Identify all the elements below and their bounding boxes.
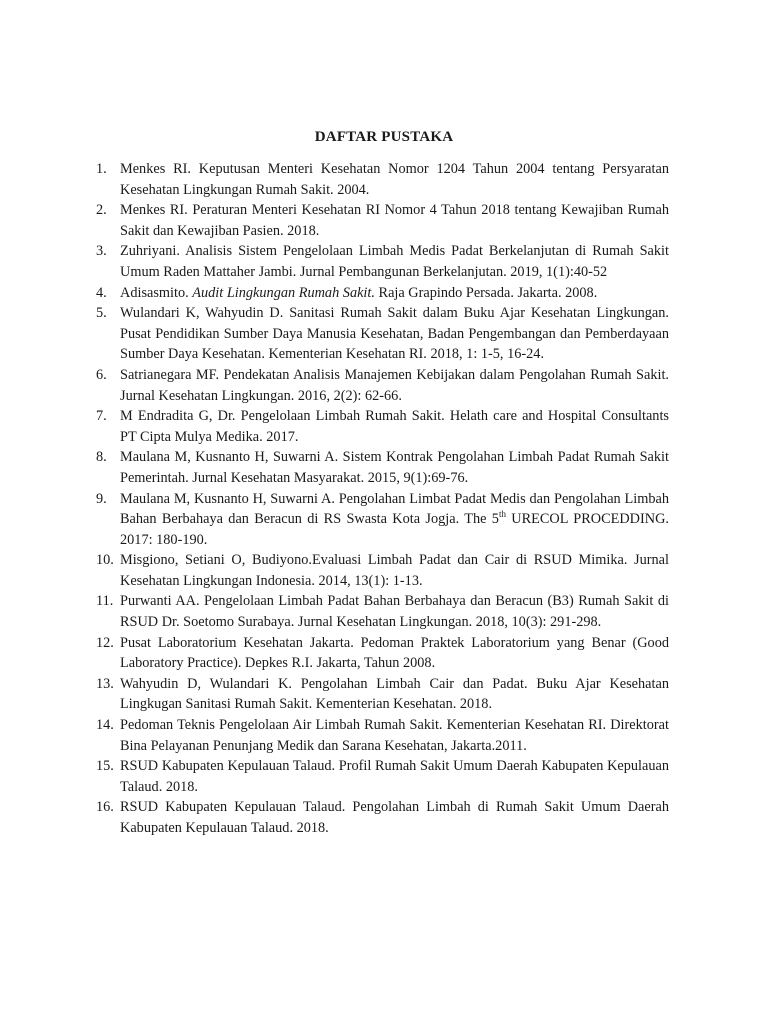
reference-text: Purwanti AA. Pengelolaan Limbah Padat Bahan Berbahaya dan Beracun (B3) Rumah Sakit di RSUD Dr. Soetomo Surabaya. Jurnal Kesehatan Lingkungan. 2018, 10(3): 291-298.	[120, 593, 669, 631]
reference-item	[96, 447, 669, 488]
reference-list	[96, 159, 669, 839]
reference-item	[96, 674, 669, 715]
reference-item	[96, 715, 669, 756]
reference-text: Maulana M, Kusnanto H, Suwarni A. Sistem Kontrak Pengolahan Limbah Padat Rumah Sakit Pemerintah. Jurnal Kesehatan Masyarakat. 2015, 9(1):69-76.	[120, 449, 669, 486]
reference-item	[96, 633, 669, 674]
reference-item	[96, 283, 669, 304]
reference-text: Menkes RI. Keputusan Menteri Kesehatan Nomor 1204 Tahun 2004 tentang Persyaratan Kesehatan Lingkungan Rumah Sakit. 2004.	[120, 161, 669, 198]
reference-number: 10.	[96, 552, 114, 569]
reference-item	[96, 550, 669, 591]
reference-item	[96, 591, 669, 632]
reference-text: RSUD Kabupaten Kepulauan Talaud. Profil Rumah Sakit Umum Daerah Kabupaten Kepulauan Talaud. 2018.	[120, 758, 669, 795]
reference-number: 16.	[96, 799, 114, 816]
reference-publisher: Raja Grapindo Persada. Jakarta. 2008.	[374, 284, 598, 301]
reference-text: Wulandari K, Wahyudin D. Sanitasi Rumah Sakit dalam Buku Ajar Kesehatan Lingkungan. Pusat Pendidikan Sumber Daya Manusia Kesehatan, Badan Pengembangan dan Pemberdayaan Sumber Daya Kesehatan. Kementerian Kesehatan RI. 2018, 1: 1-5, 16-24.	[120, 305, 669, 363]
reference-number: 2.	[96, 202, 107, 219]
reference-text	[120, 283, 669, 304]
reference-text: Satrianegara MF. Pendekatan Analisis Manajemen Kebijakan dalam Pengolahan Rumah Sakit. Jurnal Kesehatan Lingkungan. 2016, 2(2): 62-66.	[120, 366, 669, 404]
reference-number: 14.	[96, 717, 114, 734]
reference-author: Adisasmito.	[120, 284, 193, 301]
reference-number: 12.	[96, 634, 114, 651]
reference-number: 5.	[96, 305, 107, 322]
reference-proceeding: URECOL PROCEDDING. 2017: 180-190.	[120, 511, 669, 548]
reference-number: 8.	[96, 449, 107, 466]
reference-italic-title: Audit Lingkungan Rumah Sakit.	[192, 284, 375, 301]
reference-number: 6.	[96, 366, 107, 383]
reference-item	[96, 200, 669, 241]
reference-number: 15.	[96, 758, 114, 775]
reference-superscript: th	[498, 509, 506, 520]
reference-number: 9.	[96, 490, 107, 507]
reference-item	[96, 303, 669, 365]
reference-number: 3.	[96, 243, 107, 260]
reference-item	[96, 797, 669, 838]
reference-item	[96, 365, 669, 406]
reference-text: Wahyudin D, Wulandari K. Pengolahan Limbah Cair dan Padat. Buku Ajar Kesehatan Lingkugan Sanitasi Rumah Sakit. Kementerian Kesehatan. 2018.	[120, 675, 669, 713]
reference-body: Maulana M, Kusnanto H, Suwarni A. Pengolahan Limbat Padat Medis dan Pengolahan Limbah Bahan Berbahaya dan Beracun di RS Swasta Kota Jogja. The 5	[120, 490, 669, 528]
reference-number: 7.	[96, 408, 107, 425]
reference-number: 11.	[96, 593, 114, 610]
reference-item	[96, 756, 669, 797]
reference-number: 1.	[96, 161, 107, 177]
reference-item	[96, 159, 669, 200]
page-title: DAFTAR PUSTAKA	[314, 129, 454, 145]
reference-text: Pusat Laboratorium Kesehatan Jakarta. Pedoman Praktek Laboratorium yang Benar (Good Laboratory Practice). Depkes R.I. Jakarta, Tahun 2008.	[120, 634, 669, 672]
reference-text: M Endradita G, Dr. Pengelolaan Limbah Rumah Sakit. Helath care and Hospital Consultants PT Cipta Mulya Medika. 2017.	[120, 408, 669, 445]
reference-item	[96, 489, 669, 551]
reference-text: Pedoman Teknis Pengelolaan Air Limbah Rumah Sakit. Kementerian Kesehatan RI. Direktorat Bina Pelayanan Penunjang Medik dan Sarana Kesehatan, Jakarta.2011.	[120, 717, 669, 754]
reference-item	[96, 241, 669, 282]
reference-number: 4.	[96, 284, 107, 301]
reference-text: RSUD Kabupaten Kepulauan Talaud. Pengolahan Limbah di Rumah Sakit Umum Daerah Kabupaten Kepulauan Talaud. 2018.	[120, 799, 669, 836]
reference-number: 13.	[96, 675, 114, 692]
reference-text	[120, 489, 669, 551]
reference-item	[96, 406, 669, 447]
reference-text: Misgiono, Setiani O, Budiyono.Evaluasi Limbah Padat dan Cair di RSUD Mimika. Jurnal Kesehatan Lingkungan Indonesia. 2014, 13(1): 1-13.	[120, 552, 669, 589]
reference-text: Menkes RI. Peraturan Menteri Kesehatan RI Nomor 4 Tahun 2018 tentang Kewajiban Rumah Sakit dan Kewajiban Pasien. 2018.	[120, 202, 669, 239]
reference-text: Zuhriyani. Analisis Sistem Pengelolaan Limbah Medis Padat Berkelanjutan di Rumah Sakit Umum Raden Mattaher Jambi. Jurnal Pembangunan Berkelanjutan. 2019, 1(1):40-52	[120, 243, 669, 280]
